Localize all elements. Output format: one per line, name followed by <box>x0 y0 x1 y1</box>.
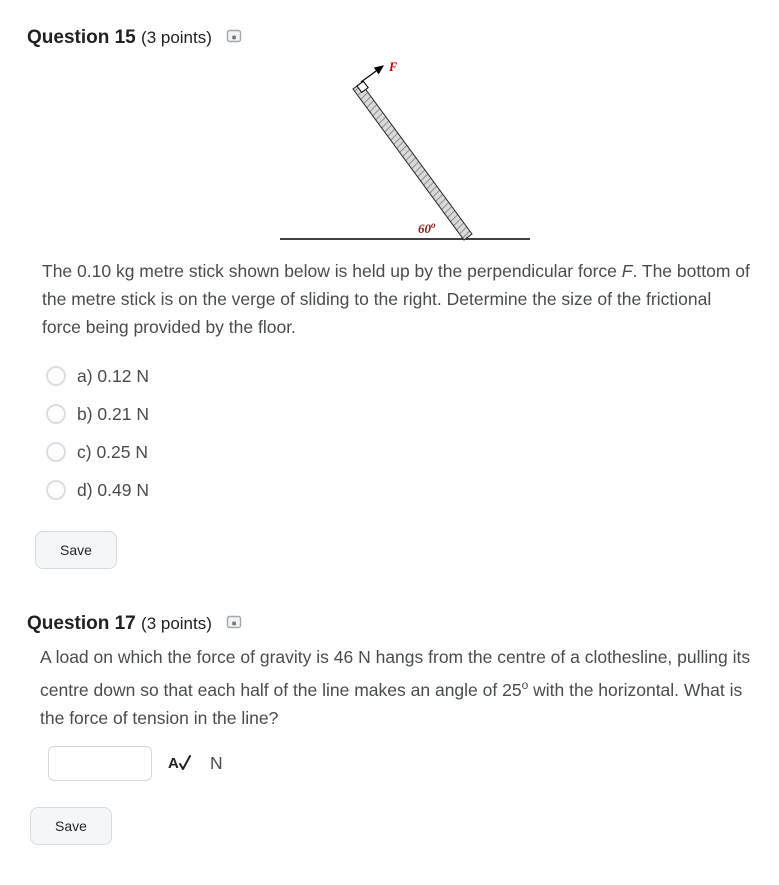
save-button-question-17[interactable]: Save <box>30 807 112 845</box>
option-c-label: c) 0.25 N <box>77 441 148 462</box>
question-15-options <box>46 357 752 509</box>
question-status-icon <box>226 28 242 44</box>
option-a-label: a) 0.12 N <box>77 365 149 386</box>
question-17-points: (3 points) <box>141 614 212 633</box>
option-d[interactable] <box>46 471 752 509</box>
svg-text:A: A <box>168 755 179 773</box>
radio-option-a[interactable] <box>46 366 66 386</box>
option-b[interactable] <box>46 395 752 433</box>
question-17-heading <box>27 613 212 635</box>
question-17-body <box>40 643 752 732</box>
radio-option-d[interactable] <box>46 480 66 500</box>
radio-option-c[interactable] <box>46 442 66 462</box>
metre-stick-diagram <box>260 51 560 249</box>
question-17-body-part1: A load on which the force of gravity is 46 N hangs from the centre of a clothesline, pulling its centre down so that each half of the line makes an angle of 25 <box>40 647 751 700</box>
question-17-body-sup: o <box>521 678 529 692</box>
question-15-body <box>42 257 750 341</box>
answer-input[interactable] <box>48 746 152 781</box>
question-17-block <box>27 613 752 845</box>
force-label: F <box>389 60 398 74</box>
question-15-block <box>27 27 752 569</box>
force-arrow <box>361 66 383 82</box>
angle-label: 60$^o$ <box>418 220 436 236</box>
question-15-title: Question 15 <box>27 27 136 48</box>
spellcheck-icon[interactable] <box>167 753 193 773</box>
option-d-label: d) 0.49 N <box>77 479 149 500</box>
question-17-answer-row <box>48 746 752 781</box>
question-15-body-part2: . The bottom of the metre stick is on the verge of sliding to the right. Determine the size of the frictional force being provided by the floor. <box>42 261 750 337</box>
question-15-body-italic-f: F <box>621 261 633 281</box>
metre-stick-diagram-svg <box>260 51 560 249</box>
unit-label: N <box>210 752 223 773</box>
radio-option-b[interactable] <box>46 404 66 424</box>
question-15-heading <box>27 27 212 49</box>
option-a[interactable] <box>46 357 752 395</box>
question-status-icon <box>226 614 242 630</box>
question-17-title: Question 17 <box>27 613 136 634</box>
save-button-question-15[interactable]: Save <box>35 531 117 569</box>
option-c[interactable] <box>46 433 752 471</box>
question-17-body-part2: with the horizontal. What is the force of tension in the line? <box>40 679 743 728</box>
metre-stick <box>353 83 472 240</box>
question-15-body-part1: The 0.10 kg metre stick shown below is held up by the perpendicular force <box>42 261 622 281</box>
option-b-label: b) 0.21 N <box>77 403 149 424</box>
question-17-header <box>27 613 752 635</box>
question-15-header <box>27 27 752 49</box>
question-15-points: (3 points) <box>141 28 212 47</box>
